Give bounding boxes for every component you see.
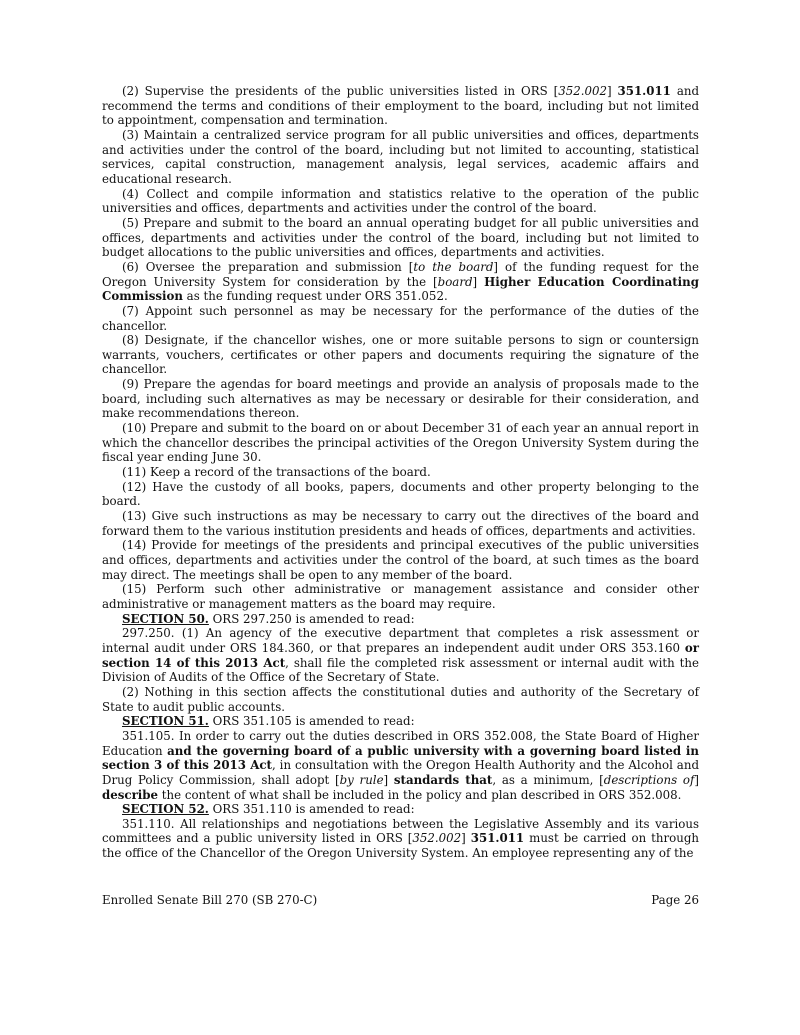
- page-footer: [102, 893, 699, 908]
- text-run: (2) Nothing in this section affects the constitutional duties and authority of the Secretary of State to audit public accounts.: [102, 684, 699, 714]
- paragraph: [102, 333, 699, 377]
- document-body: [102, 84, 699, 861]
- footer-page-number: Page 26: [651, 893, 699, 907]
- text-run: (6) Oversee the preparation and submission [: [122, 259, 414, 274]
- text-run: 352.002: [412, 831, 462, 846]
- text-run: ORS 351.105 is amended to read:: [208, 714, 415, 729]
- paragraph: [102, 802, 699, 817]
- paragraph: [102, 626, 699, 685]
- text-run: ]: [607, 84, 618, 98]
- text-run: (5) Prepare and submit to the board an annual operating budget for all public universities and offices, departments and activities under the control of the board, including but not limited to budget allocations to the public universities and offices, departments and activities.: [102, 215, 699, 260]
- text-run: 351.110. All relationships and negotiations between the Legislative Assembly and its various committees and a public university listed in ORS [: [102, 816, 699, 846]
- paragraph: [102, 128, 699, 187]
- text-run: (11) Keep a record of the transactions of the board.: [122, 465, 431, 480]
- paragraph: [102, 612, 699, 627]
- paragraph: [102, 509, 699, 538]
- text-run: 351.011: [617, 84, 671, 98]
- text-run: SECTION 50.: [122, 611, 209, 626]
- text-run: (9) Prepare the agendas for board meetings and provide an analysis of proposals made to the board, including such alternatives as may be necessary or desirable for their consideration, and make recommendations thereon.: [102, 377, 699, 421]
- paragraph: [102, 377, 699, 421]
- text-run: 352.002: [558, 84, 607, 98]
- text-run: Higher Education Coordinating Commission: [102, 274, 699, 304]
- footer-bill-title: Enrolled Senate Bill 270 (SB 270-C): [102, 893, 318, 907]
- text-run: ]: [461, 831, 471, 846]
- paragraph: [102, 714, 699, 729]
- paragraph: [102, 421, 699, 465]
- text-run: 351.011: [470, 831, 525, 846]
- text-run: must be carried on through the office of the Chancellor of the Oregon University System. An employee representing any of the: [102, 831, 699, 861]
- text-run: to the board: [413, 259, 494, 274]
- text-run: by rule: [339, 772, 384, 787]
- text-run: and the governing board of a public university with a governing board listed in section 3 of this 2013 Act: [102, 743, 699, 773]
- paragraph: [102, 465, 699, 480]
- text-run: , in consultation with the Oregon Health Authority and the Alcohol and Drug Policy Commission, shall adopt [: [102, 758, 699, 787]
- paragraph: [102, 304, 699, 333]
- paragraph: [102, 582, 699, 611]
- text-run: standards that: [393, 772, 493, 787]
- text-run: (14) Provide for meetings of the presidents and principal executives of the public universities and offices, departments and activities under the control of the board, at such times as the board may direct. The meetings shall be open to any member of the board.: [102, 538, 699, 582]
- text-run: , shall file the completed risk assessment or internal audit with the Division of Audits of the Office of the Secretary of State.: [102, 655, 699, 685]
- text-run: 297.250. (1) An agency of the executive department that completes a risk assessment or internal audit under ORS 184.360, or that prepares an independent audit under ORS 353.160: [102, 626, 699, 655]
- text-run: ] of the funding request for the Oregon University System for consideration by the [: [102, 259, 699, 289]
- text-run: (15) Perform such other administrative or management assistance and consider other administrative or management matters as the board may require.: [102, 582, 699, 611]
- paragraph: [102, 538, 699, 582]
- text-run: (3) Maintain a centralized service program for all public universities and offices, departments and activities under the control of the board, including but not limited to accounting, statistical services, capital construction, management analysis, legal services, academic affairs and educational research.: [102, 127, 699, 186]
- text-run: ]: [694, 772, 699, 787]
- paragraph: [102, 480, 699, 509]
- text-run: (12) Have the custody of all books, papers, documents and other property belonging to the board.: [102, 479, 699, 509]
- text-run: describe: [102, 787, 159, 802]
- text-run: (8) Designate, if the chancellor wishes, one or more suitable persons to sign or countersign warrants, vouchers, certificates or other papers and documents requiring the signature of the chancellor.: [102, 333, 699, 377]
- paragraph: [102, 187, 699, 216]
- text-run: 351.105. In order to carry out the duties described in ORS 352.008, the State Board of Higher Education: [102, 728, 699, 758]
- text-run: SECTION 51.: [122, 714, 209, 729]
- text-run: (4) Collect and compile information and statistics relative to the operation of the public universities and offices, departments and activities under the control of the board.: [102, 186, 699, 216]
- paragraph: [102, 260, 699, 304]
- text-run: ]: [383, 772, 394, 787]
- text-run: (13) Give such instructions as may be necessary to carry out the directives of the board and forward them to the various institution presidents and heads of offices, departments and activities.: [102, 509, 699, 538]
- text-run: (10) Prepare and submit to the board on or about December 31 of each year an annual report in which the chancellor describes the principal activities of the Oregon University System during the fiscal year ending June 30.: [102, 421, 699, 465]
- text-run: (7) Appoint such personnel as may be necessary for the performance of the duties of the chancellor.: [102, 303, 699, 333]
- text-run: , as a minimum, [: [492, 772, 604, 787]
- text-run: and recommend the terms and conditions of their employment to the board, including but not limited to appointment, compensation and termination.: [102, 84, 699, 128]
- paragraph: [102, 685, 699, 714]
- paragraph: [102, 817, 699, 861]
- text-run: SECTION 52.: [122, 802, 209, 817]
- paragraph: [102, 84, 699, 128]
- paragraph: [102, 729, 699, 802]
- text-run: ]: [472, 274, 485, 289]
- text-run: ORS 351.110 is amended to read:: [208, 802, 415, 817]
- text-run: as the funding request under ORS 351.052.: [182, 289, 448, 304]
- paragraph: [102, 216, 699, 260]
- text-run: or section 14 of this 2013 Act: [102, 640, 699, 670]
- text-run: board: [437, 274, 473, 289]
- text-run: the content of what shall be included in the policy and plan described in ORS 352.008.: [158, 787, 682, 802]
- text-run: ORS 297.250 is amended to read:: [208, 611, 415, 626]
- text-run: descriptions of: [603, 772, 695, 787]
- text-run: (2) Supervise the presidents of the public universities listed in ORS [: [122, 84, 559, 98]
